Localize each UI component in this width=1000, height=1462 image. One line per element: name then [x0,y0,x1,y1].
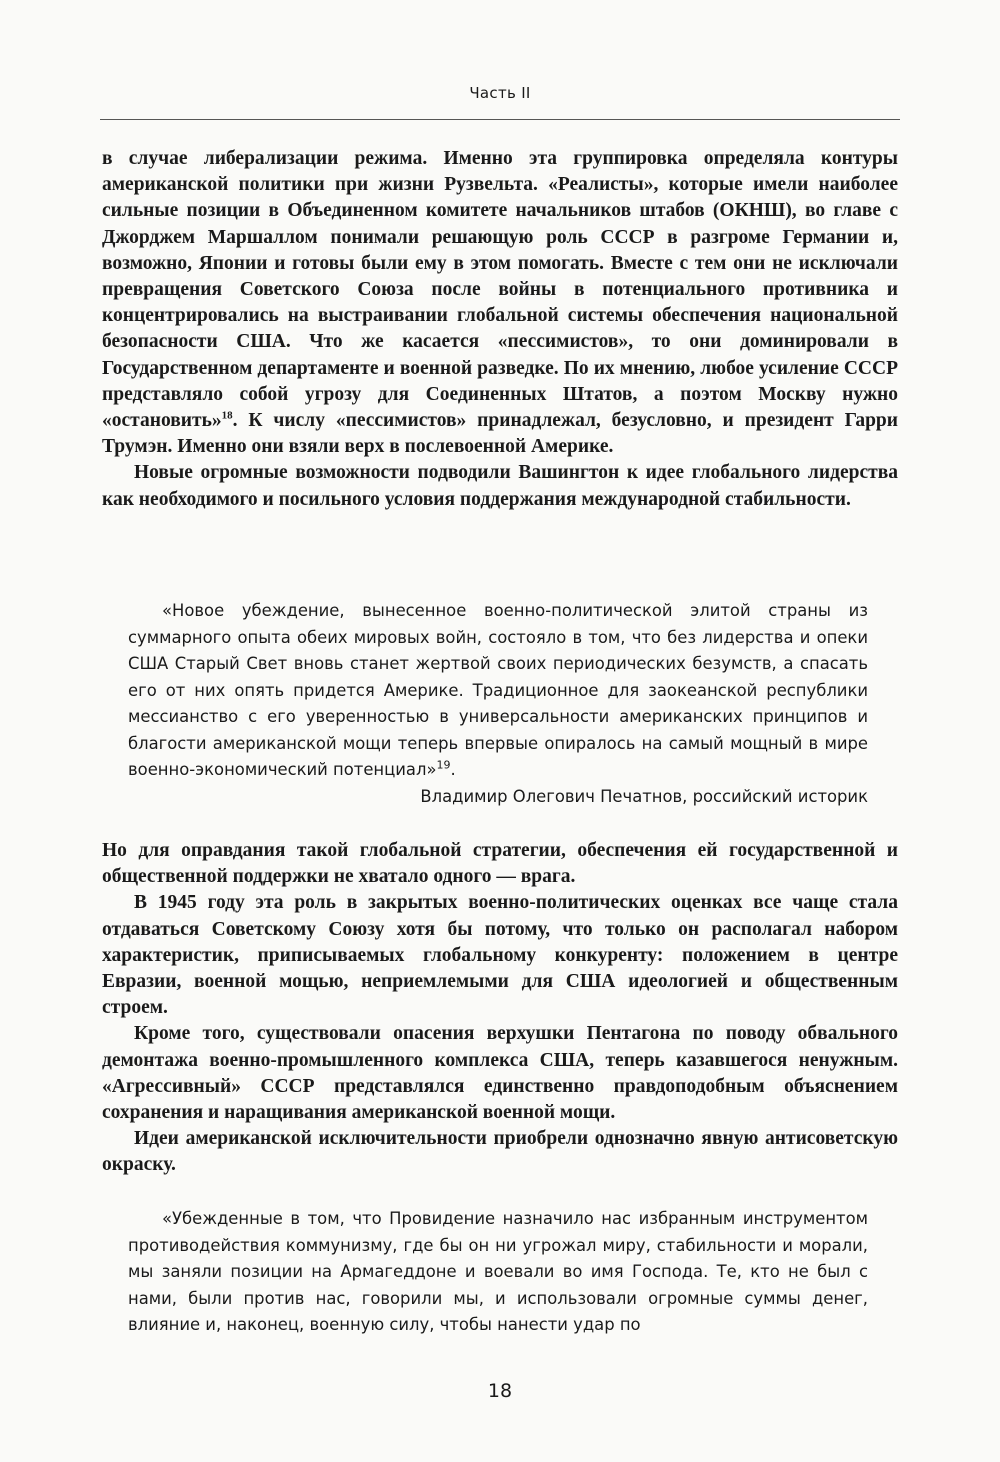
page-number: 18 [487,1380,513,1402]
paragraph-text: в случае либерализации режима. Именно эта группировка определяла контуры американской политики при жизни Рузвельта. «Реалисты», которые имели наиболее сильные позиции в Объединенном комитете начальников штабов (ОКНШ), во главе с Джорджем Маршаллом понимали решающую роль СССР в разгроме Германии и, возможно, Японии и готовы были ему в этом помогать. Вместе с тем они не исключали превращения Советского Союза после войны в потенциального противника и концентрировались на выстраивании глобальной системы обеспечения национальной безопасности США. Что же касается «пессимистов», то они доминировали в Государственном департаменте и военной разведке. По их мнению, любое усиление СССР представляло собой угрозу для Соединенных Штатов, а поэтом Москву нужно «остановить» [102,148,898,432]
paragraph-text: . К числу «пессимистов» принадлежал, безусловно, и президент Гарри Трумэн. Именно они взяли верх в послевоенной Америке. [102,410,898,458]
quote-text: «Убежденные в том, что Провидение назначило нас избранным инструментом противодействия коммунизму, где бы он ни угрожал миру, стабильности и морали, мы заняли позиции на Армагеддоне и воевали во имя Господа. Те, кто не был с нами, были против нас, говорили мы, и использовали огромные суммы денег, влияние и, наконец, военную силу, чтобы нанести удар по [128,1209,868,1334]
running-header: Часть II [469,84,531,102]
paragraph: В 1945 году эта роль в закрытых военно-политических оценках все чаще стала отдаваться Советскому Союзу хотя бы потому, что только он располагал набором характеристик, приписываемых глобальному конкуренту: положением в центре Евразии, военной мощью, неприемлемыми для США идеологией и общественным строем. [102,892,898,1019]
epigraph-quote-2 [128,1206,868,1339]
quote-text [128,598,868,784]
body-block-2 [102,838,898,1179]
paragraph: Но для оправдания такой глобальной стратегии, обеспечения ей государственной и общественной поддержки не хватало одного — врага. [102,840,898,888]
epigraph-quote-1 [128,598,868,810]
paragraph [102,146,898,460]
paragraph: Идеи американской исключительности приобрели однозначно явную антисоветскую окраску. [102,1128,898,1176]
quote-tail: . [450,760,456,779]
paragraph: Новые огромные возможности подводили Вашингтон к идее глобального лидерства как необходимого и посильного условия поддержания международной стабильности. [102,462,898,510]
body-block-1 [102,146,898,513]
quote-attribution: Владимир Олегович Печатнов, российский историк [420,786,868,806]
quote-body: «Новое убеждение, вынесенное военно-политической элитой страны из суммарного опыта обеих мировых войн, состояло в том, что без лидерства и опеки США Старый Свет вновь станет жертвой своих периодических безумств, а спасать его от них опять придется Америке. Традиционное для заокеанской республики мессианство с его уверенностью в универсальности американских принципов и благости американской мощи теперь впервые опиралось на самый мощный в мире военно-экономический потенциал» [128,601,868,779]
paragraph: Кроме того, существовали опасения верхушки Пентагона по поводу обвального демонтажа военно-промышленного комплекса США, теперь казавшегося ненужным. «Агрессивный» СССР представлялся единственно правдоподобным объяснением сохранения и наращивания американской военной мощи. [102,1023,898,1124]
footnote-ref[interactable]: 18 [221,409,233,422]
header-rule [100,119,900,120]
footnote-ref[interactable]: 19 [436,758,451,772]
